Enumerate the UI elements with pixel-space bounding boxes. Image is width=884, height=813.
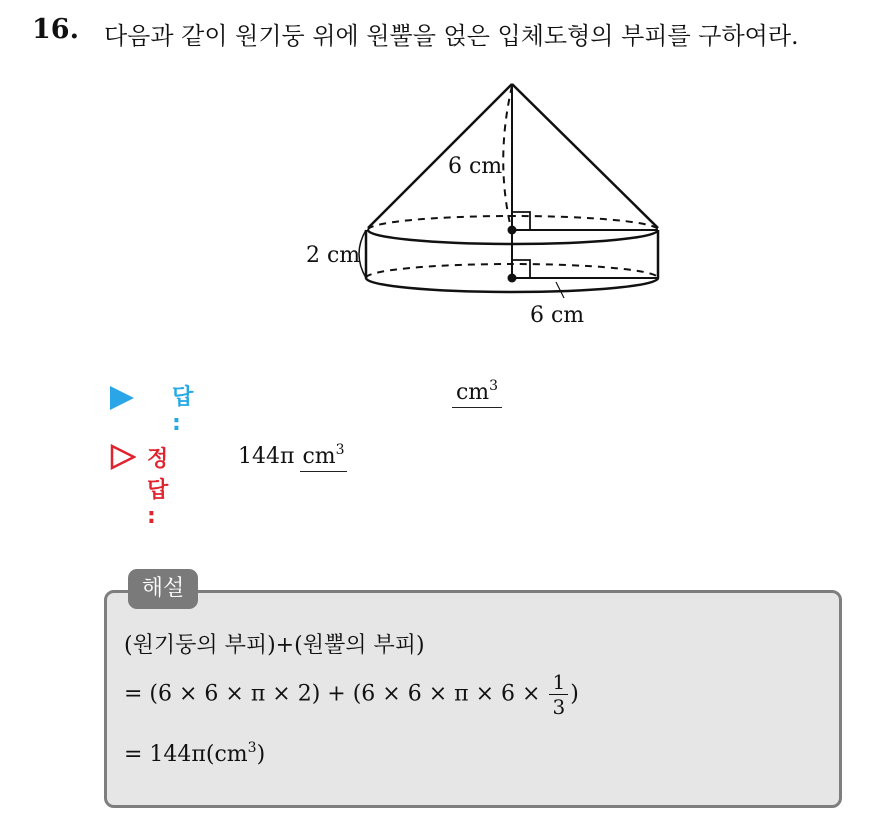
question-text: 다음과 같이 원기둥 위에 원뿔을 얹은 입체도형의 부피를 구하여라. bbox=[104, 22, 799, 50]
height-label: 2 cm bbox=[306, 243, 361, 268]
outline-triangle-icon bbox=[110, 444, 136, 470]
bottom-center-dot bbox=[508, 274, 517, 283]
solution-line-1: (원기둥의 부피)+(원뿔의 부피) bbox=[124, 633, 425, 658]
answer-unit[interactable]: $cm^3$ bbox=[452, 380, 502, 408]
solution-line-2: = (6 × 6 × π × 2) + (6 × 6 × π × 6 × $\frac{1}{3}$ ) bbox=[124, 670, 579, 719]
answer-label: 답 : bbox=[172, 385, 194, 436]
cone-on-cylinder-figure bbox=[290, 70, 670, 340]
slant-dashed-curve bbox=[503, 86, 512, 228]
slant-label: 6 cm bbox=[448, 154, 503, 179]
solution-tag: 해설 bbox=[128, 569, 198, 609]
top-center-dot bbox=[508, 226, 517, 235]
question-number: 16. bbox=[32, 14, 79, 45]
radius-label: 6 cm bbox=[530, 303, 585, 328]
correct-answer-value: 144π $cm^3$ bbox=[238, 444, 347, 469]
correct-answer-label: 정답 : bbox=[147, 447, 169, 529]
fraction-one-third: $\frac{1}{3}$ bbox=[549, 670, 568, 719]
solution-line-3: = $144\pi(cm^3)$ bbox=[124, 740, 266, 767]
play-triangle-icon bbox=[110, 386, 134, 410]
cone-right-edge bbox=[512, 84, 658, 228]
